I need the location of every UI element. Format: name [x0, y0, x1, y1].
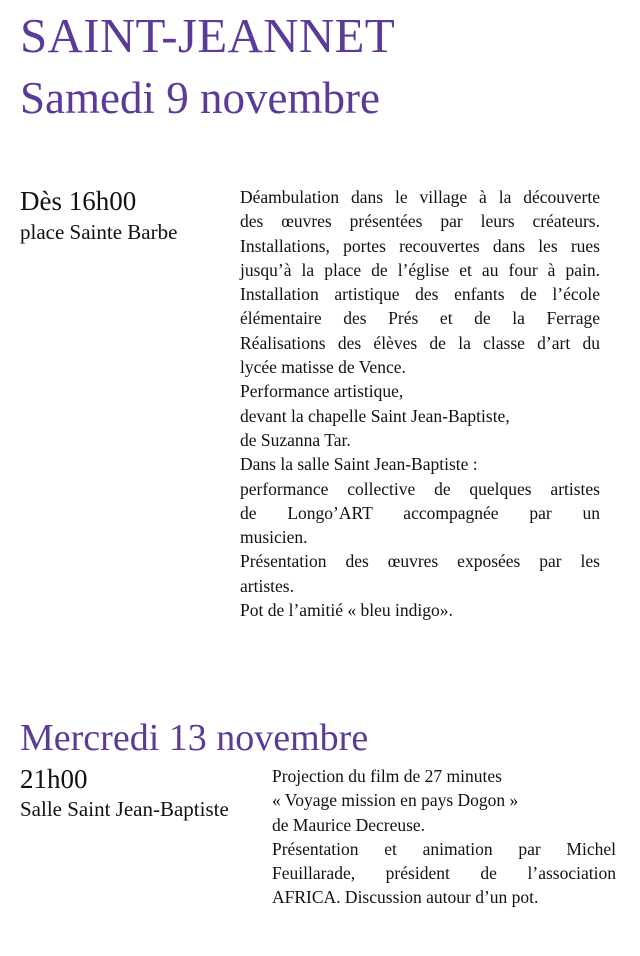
description-line: artistes.	[240, 575, 294, 596]
description-line: performance collective de quelques artistes	[240, 478, 600, 499]
event1-time: Dès 16h00	[20, 186, 137, 216]
description-line: AFRICA. Discussion autour d’un pot.	[272, 887, 539, 908]
description-line: Installations, portes recouvertes dans les rues	[240, 235, 600, 256]
description-line: Dans la salle Saint Jean-Baptiste :	[240, 454, 478, 475]
event2-place: Salle Saint Jean-Baptiste	[20, 797, 229, 821]
description-line: Projection du film de 27 minutes	[272, 766, 502, 786]
description-line: Déambulation dans le village à la découverte	[240, 187, 600, 207]
description-line: élémentaire des Prés et de la Ferrage	[240, 308, 600, 329]
description-line: lycée matisse de Vence.	[240, 357, 406, 378]
description-line: Pot de l’amitié « bleu indigo».	[240, 600, 453, 621]
event2-time: 21h00	[20, 764, 88, 794]
description-line: musicien.	[240, 527, 308, 548]
description-line: Performance artistique,	[240, 381, 404, 402]
description-line: Présentation des œuvres exposées par les	[240, 551, 600, 572]
event1-place: place Sainte Barbe	[20, 220, 178, 244]
description-line: de Longo’ART accompagnée par un	[240, 502, 600, 523]
event-date-wednesday: Mercredi 13 novembre	[20, 717, 369, 759]
page-title: SAINT-JEANNET	[20, 8, 396, 63]
description-line: des œuvres présentées par leurs créateurs.	[240, 211, 600, 232]
description-line: Installation artistique des enfants de l’école	[240, 284, 600, 305]
event-date-saturday: Samedi 9 novembre	[20, 73, 380, 123]
event2-description	[272, 764, 616, 910]
description-line: de Suzanna Tar.	[240, 429, 351, 450]
description-line: de Maurice Decreuse.	[272, 814, 426, 835]
description-line: « Voyage mission en pays Dogon »	[272, 790, 519, 811]
description-line: Réalisations des élèves de la classe d’art du	[240, 332, 600, 353]
description-line: devant la chapelle Saint Jean-Baptiste,	[240, 405, 510, 426]
description-line: Feuillarade, président de l’association	[272, 863, 616, 884]
event1-description	[240, 185, 600, 622]
description-line: jusqu’à la place de l’église et au four à pain.	[240, 259, 600, 280]
description-line: Présentation et animation par Michel	[272, 838, 616, 859]
